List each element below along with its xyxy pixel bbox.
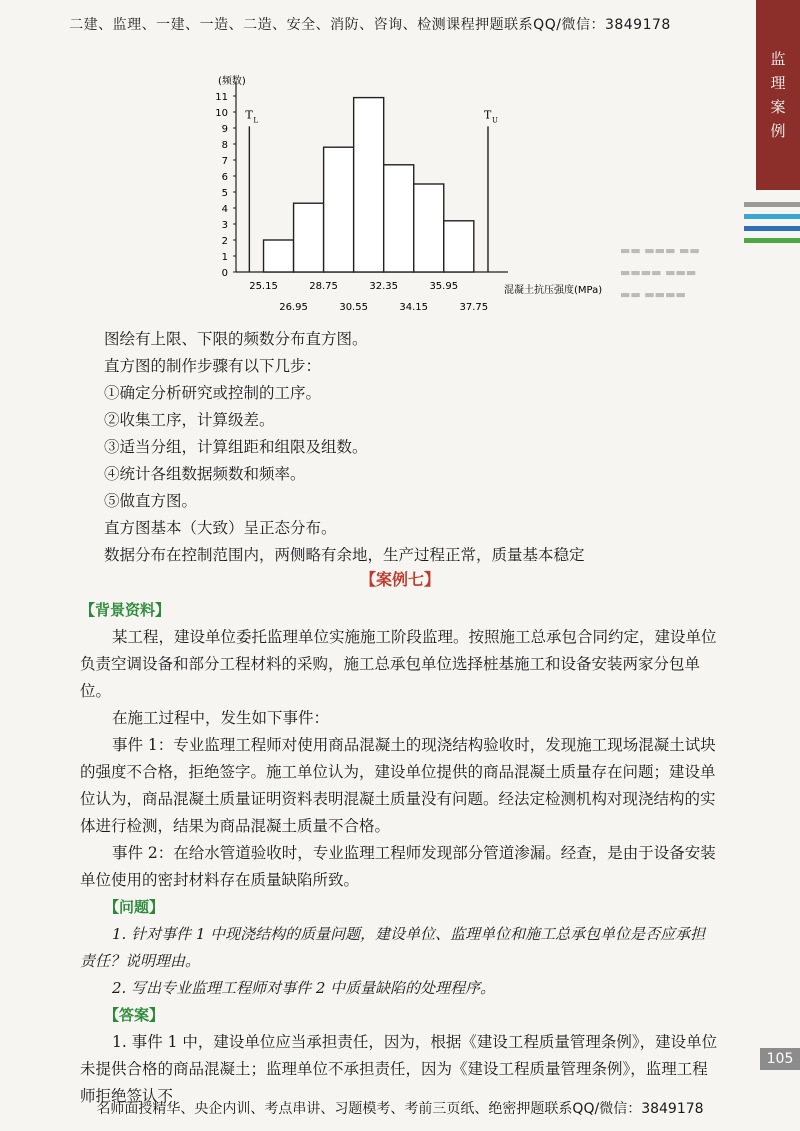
histogram-bar: [384, 165, 414, 272]
y-tick-label: 8: [221, 140, 228, 151]
paragraph: 事件 1：专业监理工程师对使用商品混凝土的现浇结构验收时，发现施工现场混凝土试块的强度不合格，拒绝签字。施工单位认为，建设单位提供的商品混凝土质量存在问题；建设单位认为，商品混凝土质量证明资料表明混凝土质量没有问题。经法定检测机构对现浇结构的实体进行检测，结果为商品混凝土质量不合格。: [80, 736, 716, 835]
text-line: ②收集工序，计算级差。: [104, 411, 275, 429]
y-tick-label: 1: [221, 252, 228, 263]
limit-label: T: [483, 108, 492, 122]
paragraph: 事件 2：在给水管道验收时，专业监理工程师发现部分管道渗漏。经查，是由于设备安装单位使用的密封材料存在质量缺陷所致。: [80, 844, 716, 889]
text-line: ⑤做直方图。: [104, 492, 198, 510]
x-tick-label: 28.75: [309, 281, 338, 292]
x-tick-label: 25.15: [249, 281, 278, 292]
x-tick-label: 32.35: [369, 281, 399, 292]
section-heading: 【问题】: [104, 898, 165, 916]
text-line: 直方图的制作步骤有以下几步：: [104, 357, 322, 375]
explanation-block: [80, 326, 720, 569]
bleed-through-text: ▬▬ ▬▬▬ ▬▬ ▬▬▬▬ ▬▬▬ ▬▬ ▬▬▬▬: [620, 244, 700, 301]
text-line: 数据分布在控制范围内，两侧略有余地，生产过程正常，质量基本稳定: [104, 546, 585, 564]
histogram-bar: [294, 203, 324, 272]
question: 1. 针对事件 1 中现浇结构的质量问题，建设单位、监理单位和施工总承包单位是否应承担责任？说明理由。: [80, 925, 706, 970]
color-stripe: [744, 214, 800, 219]
y-tick-label: 0: [221, 268, 228, 279]
y-tick-label: 7: [221, 156, 228, 167]
x-tick-label: 34.15: [399, 302, 429, 313]
x-axis-label: 混凝土抗压强度(MPa): [504, 285, 603, 296]
section-heading: 【背景资料】: [80, 601, 171, 619]
case-title: 【案例七】: [359, 570, 440, 589]
limit-label: T: [245, 108, 253, 122]
color-stripe: [744, 202, 800, 207]
side-tab-char: 例: [770, 122, 786, 140]
x-tick-label: 30.55: [339, 302, 368, 313]
x-tick-label: 35.95: [429, 281, 459, 292]
limit-sub: U: [491, 116, 498, 125]
text-line: ①确定分析研究或控制的工序。: [104, 384, 322, 402]
color-stripe: [744, 226, 800, 231]
page-footer: 名师面授精华、央企内训、考点串讲、习题模考、考前三页纸、绝密押题联系QQ/微信：3849178: [96, 1101, 704, 1117]
side-tab: [756, 0, 800, 190]
text-line: 图绘有上限、下限的频数分布直方图。: [104, 330, 368, 348]
side-tab-char: 理: [770, 74, 786, 92]
text-line: ③适当分组，计算组距和组限及组数。: [104, 438, 368, 456]
y-tick-label: 3: [221, 220, 228, 231]
text-line: ④统计各组数据频数和频率。: [104, 465, 306, 483]
paragraph: 在施工过程中，发生如下事件：: [112, 709, 330, 727]
page-number: 105: [760, 1048, 800, 1070]
side-tab-char: 案: [770, 98, 786, 116]
histogram-bar: [264, 240, 294, 272]
paragraph: 1. 事件 1 中，建设单位应当承担责任，因为，根据《建设工程质量管理条例》，建设单位未提供合格的商品混凝土；监理单位不承担责任，因为《建设工程质量管理条例》，监理工程师拒绝签认不: [80, 1033, 718, 1105]
histogram-chart: [200, 76, 620, 322]
question: 2. 写出专业监理工程师对事件 2 中质量缺陷的处理程序。: [112, 979, 496, 997]
limit-sub: L: [253, 116, 259, 125]
y-tick-label: 6: [221, 172, 228, 183]
histogram-bar: [414, 184, 444, 272]
histogram-bar: [324, 147, 354, 272]
y-tick-label: 11: [215, 92, 228, 103]
x-tick-label: 26.95: [279, 302, 308, 313]
color-stripe: [744, 238, 800, 243]
x-tick-label: 37.75: [459, 302, 489, 313]
text-line: 直方图基本（大致）呈正态分布。: [104, 519, 337, 537]
histogram-bar: [444, 221, 474, 272]
y-tick-label: 9: [221, 124, 228, 135]
section-heading: 【答案】: [104, 1006, 165, 1024]
side-tab-char: 监: [770, 50, 786, 68]
histogram-bar: [354, 98, 384, 272]
y-tick-label: 5: [221, 188, 228, 199]
paragraph: 某工程，建设单位委托监理单位实施施工阶段监理。按照施工总承包合同约定，建设单位负责空调设备和部分工程材料的采购，施工总承包单位选择桩基施工和设备安装两家分包单位。: [80, 628, 717, 700]
y-axis-label: (频数): [218, 76, 246, 87]
y-tick-label: 2: [221, 236, 228, 247]
y-tick-label: 10: [215, 108, 228, 119]
y-tick-label: 4: [221, 204, 228, 215]
case-block: [80, 566, 720, 1110]
page-header: 二建、监理、一建、一造、二造、安全、消防、咨询、检测课程押题联系QQ/微信：3849178: [69, 17, 671, 33]
